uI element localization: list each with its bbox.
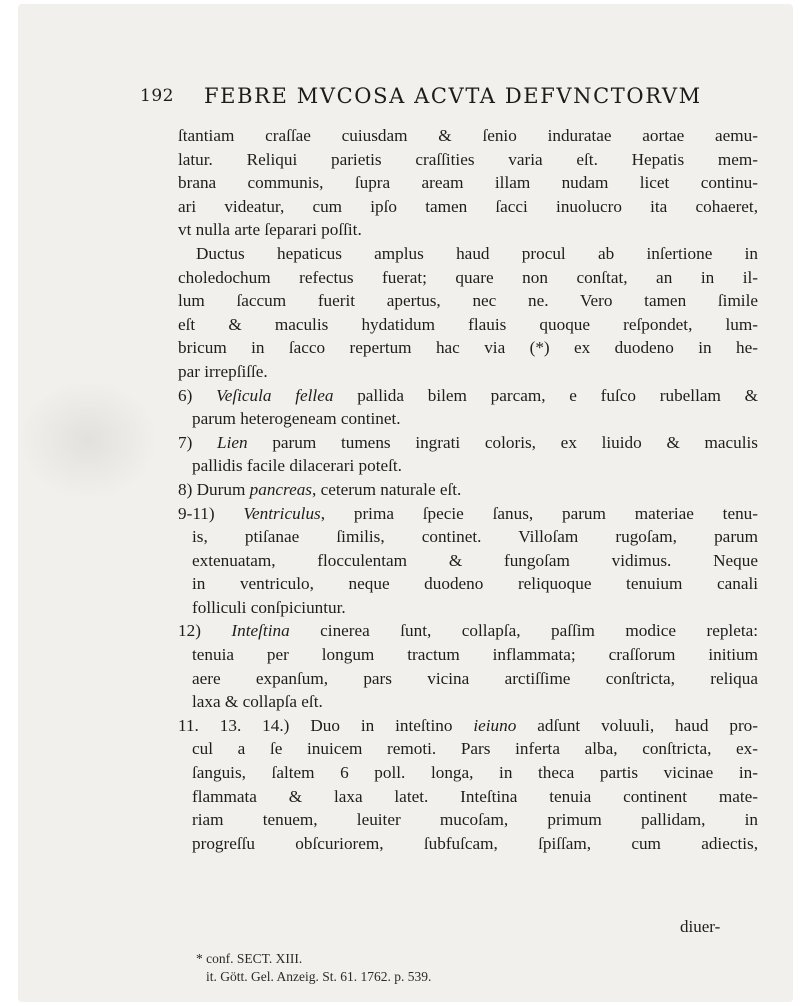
numbered-item — [178, 384, 758, 431]
text-line: progreſſu obſcuriorem, ſubfuſcam, ſpiſſam, cum adiectis, — [192, 833, 758, 853]
body-text — [178, 124, 758, 855]
item-term: Inteſtina — [231, 621, 290, 641]
numbered-item — [178, 502, 758, 620]
text-line: ſanguis, ſaltem 6 poll. longa, in theca partis vicinae in- — [192, 763, 758, 783]
paragraph — [178, 124, 758, 242]
text-line — [178, 502, 758, 526]
text-line: cul a ſe inuicem remoti. Pars inferta alba, conſtricta, ex- — [192, 739, 758, 759]
item-text: , prima ſpecie ſanus, parum materiae tenu- — [320, 503, 758, 523]
item-term: Ventriculus — [243, 503, 321, 523]
item-text: adſunt voluuli, haud pro- — [516, 715, 758, 735]
page-number: 192 — [140, 86, 174, 106]
text-line: brana communis, ſupra aream illam nudam licet continu- — [178, 173, 758, 193]
paper-stain — [18, 380, 158, 500]
text-line: aere expanſum, pars vicina arctiſſime conſtricta, reliqua — [192, 668, 758, 688]
item-number: 11. 13. 14.) — [178, 715, 290, 735]
text-line: laxa & collapſa eſt. — [192, 692, 323, 712]
item-number: 6) — [178, 385, 193, 405]
catchword: diuer- — [680, 917, 721, 936]
text-line: folliculi conſpiciuntur. — [192, 597, 346, 617]
text-line: lum ſaccum fuerit apertus, nec ne. Vero tamen ſimile — [178, 291, 758, 311]
text-line: extenuatam, flocculentam & fungoſam vidimus. Neque — [192, 550, 758, 570]
text-line: eſt & maculis hydatidum flauis quoque reſpondet, lum- — [178, 314, 758, 334]
item-number: 7) — [178, 432, 193, 452]
text-line: parum heterogeneam continet. — [192, 409, 401, 429]
numbered-item — [178, 619, 758, 713]
text-line: ari videatur, cum ipſo tamen ſacci inuolucro ita cohaeret, — [178, 196, 758, 216]
item-term: pancreas — [249, 479, 312, 499]
item-text: Duo in inteſtino — [310, 715, 474, 735]
item-term: Lien — [217, 432, 248, 452]
item-number: 8) — [178, 479, 193, 499]
text-line: pallidis facile dilacerari poteſt. — [192, 456, 402, 476]
text-line: is, ptiſanae ſimilis, continet. Villoſam rugoſam, parum — [192, 527, 758, 547]
item-number: 9-11) — [178, 503, 215, 523]
numbered-item — [178, 431, 758, 478]
text-line: riam tenuem, leuiter mucoſam, primum pallidam, in — [192, 810, 758, 830]
text-line — [178, 384, 758, 408]
text-line: latur. Reliqui parietis craſſities varia eſt. Hepatis mem- — [178, 149, 758, 169]
text-line: Ductus hepaticus amplus haud procul ab inſertione in — [196, 243, 758, 263]
text-line: in ventriculo, neque duodeno reliquoque tenuium canali — [192, 574, 758, 594]
item-text: , ceterum naturale eſt. — [312, 479, 462, 499]
item-text: Durum — [196, 479, 250, 499]
page-header — [140, 86, 740, 114]
item-term: Veſicula fellea — [216, 385, 334, 405]
text-line: tenuia per longum tractum inflammata; craſſorum initium — [192, 645, 758, 665]
item-text: pallida bilem parcam, e fuſco rubellam & — [333, 385, 758, 405]
item-text: cinerea ſunt, collapſa, paſſim modice repleta: — [289, 621, 759, 641]
text-line — [178, 619, 758, 643]
paragraph — [178, 242, 758, 384]
text-line: ſtantiam craſſae cuiusdam & ſenio induratae aortae aemu- — [178, 126, 758, 145]
running-head: FEBRE MVCOSA ACVTA DEFVNCTORVM — [204, 84, 702, 108]
item-term: ieiuno — [473, 715, 517, 735]
text-line: bricum in ſacco repertum hac via (*) ex duodeno in he- — [178, 338, 758, 358]
item-text: parum tumens ingrati coloris, ex liuido & maculis — [247, 432, 758, 452]
text-line — [178, 478, 758, 502]
text-line — [178, 431, 758, 455]
footnote — [196, 950, 716, 986]
text-line — [178, 714, 758, 738]
numbered-item — [178, 714, 758, 856]
text-line: vt nulla arte ſeparari poſſit. — [178, 220, 362, 240]
footnote-line: * conf. SECT. XIII. — [196, 951, 303, 966]
text-line: par irrepſiſſe. — [178, 361, 268, 381]
text-line: flammata & laxa latet. Inteſtina tenuia continent mate- — [192, 786, 758, 806]
footnote-line: it. Gött. Gel. Anzeig. St. 61. 1762. p. 539. — [206, 969, 432, 984]
item-number: 12) — [178, 621, 201, 641]
numbered-item — [178, 478, 758, 502]
text-line: choledochum refectus fuerat; quare non conſtat, an in il- — [178, 267, 758, 287]
